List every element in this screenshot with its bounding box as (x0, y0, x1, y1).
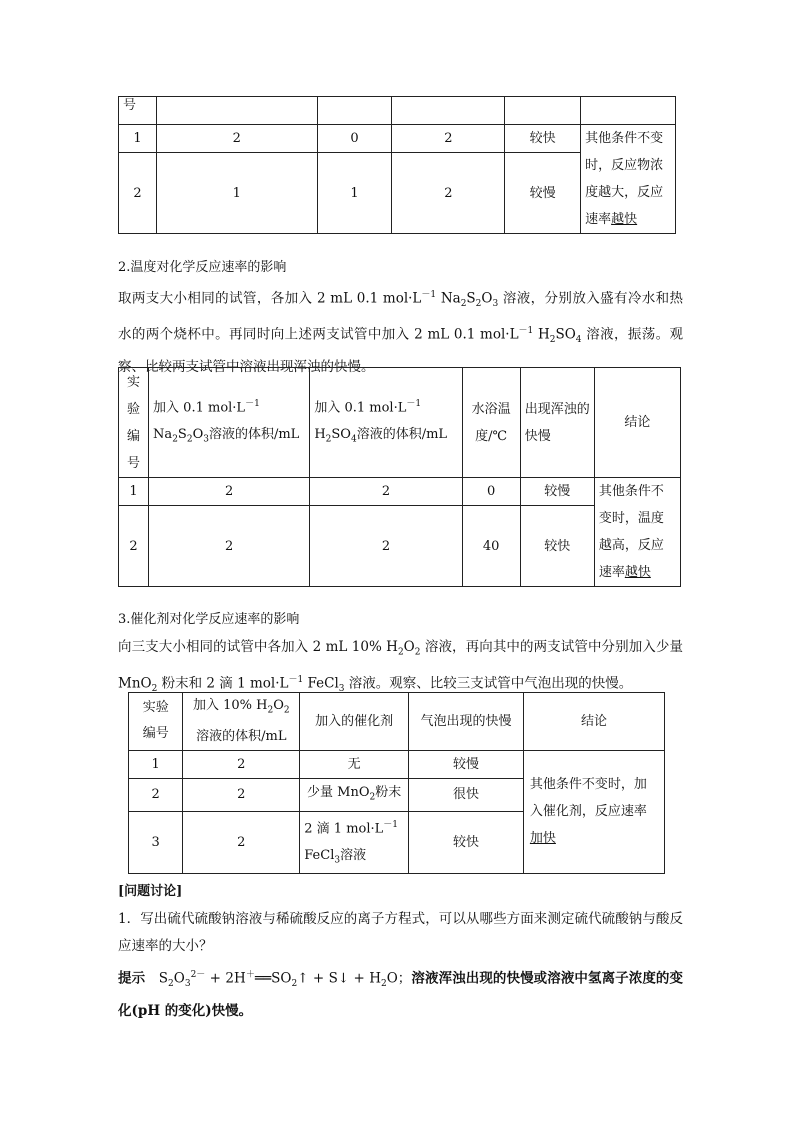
cell: 0 (317, 125, 392, 153)
table-header-row (129, 693, 665, 751)
cell: 1 (317, 153, 392, 234)
table-row (119, 97, 676, 125)
table-row: 1 2 2 0 较慢 其他条件不变时，温度越高，反应速率越快 (119, 478, 681, 506)
cell-speed: 较慢 (505, 153, 581, 234)
table-row: 1 2 无 较慢 其他条件不变时，加入催化剂，反应速率加快 (129, 750, 665, 778)
header-volume-na2s2o3: 加入 0.1 $mol\cdot L^{-1}$ $Na_2S_2O_3$溶液的体积/mL (149, 368, 310, 478)
section-paragraph: 取两支大小相同的试管，各加入 2 mL 0.1 $mol\cdot L^{-1}$ $Na_2S_2O_3$ 溶液，分别放入盛有冷水和热水的两个烧杯中。再同时向上述两支试管中加入 2 mL 0.1 $mol\cdot L^{-1}$ $H_2SO_4$ 溶液，振荡。观察、比较两支试管中溶液出现浑浊的快慢。 (118, 290, 683, 376)
header-id: 实验编号 (119, 368, 149, 478)
header-id: 实验编号 (129, 693, 183, 751)
cell-id: 1 (119, 125, 157, 153)
cell-id: 2 (119, 153, 157, 234)
header-volume: 加入 10% $H_2O_2$ 溶液的体积/mL (183, 693, 300, 751)
table-row: 2 2 2 40 较快 (119, 506, 681, 587)
concentration-table (118, 96, 676, 234)
question-1: 1．写出硫代硫酸钠溶液与稀硫酸反应的离子方程式，可以从哪些方面来测定硫代硫酸钠与酸反应速率的大小？ (118, 911, 683, 954)
section-paragraph: 向三支大小相同的试管中各加入 2 mL 10% $H_2O_2$ 溶液，再向其中的两支试管中分别加入少量 MnO$_2$ 粉末和 2 滴 1 $mol\cdot L^{-1}$ FeCl$_3$ 溶液。观察、比较三支试管中气泡出现的快慢。 (118, 639, 683, 694)
table-row: 2 2 少量 MnO$_2$粉末 很快 (129, 778, 665, 812)
header-conclusion: 结论 (523, 693, 664, 751)
table-header-row (119, 368, 681, 478)
section-title: 3.催化剂对化学反应速率的影响 (118, 612, 300, 627)
cell: 2 (156, 125, 317, 153)
table-row (119, 125, 676, 153)
header-volume-h2so4: 加入 0.1 $mol\cdot L^{-1}$ $H_2SO_4$溶液的体积/mL (310, 368, 462, 478)
conclusion-cell: 其他条件不变时，温度越高，反应速率越快 (594, 478, 680, 587)
header-speed: 出现浑浊的快慢 (520, 368, 594, 478)
cell-speed: 较快 (505, 125, 581, 153)
cell-catalyst: 少量 MnO$_2$粉末 (300, 778, 409, 812)
conclusion-cell: 其他条件不变时，反应物浓度越大，反应速率越快 (581, 125, 676, 234)
cell: 1 (156, 153, 317, 234)
header-catalyst: 加入的催化剂 (300, 693, 409, 751)
catalyst-table (128, 692, 665, 874)
section-title: 2.温度对化学反应速率的影响 (118, 260, 287, 275)
header-cell: 号 (119, 97, 157, 125)
hint-paragraph: 提示 $S_2O_3^{2-}$ + $2H^+══SO_2↑$ + S↓ + $H_2O$；溶液浑浊出现的快慢或溶液中氢离子浓度的变化(pH 的变化)快慢。 (118, 970, 684, 1020)
header-temperature: 水浴温度/℃ (462, 368, 520, 478)
cell: 2 (392, 153, 505, 234)
cell-catalyst: 2 滴 1 $mol\cdot L^{-1}$ FeCl$_3$溶液 (300, 812, 409, 874)
discussion-heading: [问题讨论] (118, 884, 183, 899)
temperature-table (118, 367, 681, 587)
header-conclusion: 结论 (594, 368, 680, 478)
conclusion-cell: 其他条件不变时，加入催化剂，反应速率加快 (523, 750, 664, 874)
cell: 2 (392, 125, 505, 153)
header-speed: 气泡出现的快慢 (409, 693, 524, 751)
table-row: 3 2 2 滴 1 $mol\cdot L^{-1}$ FeCl$_3$溶液 较快 (129, 812, 665, 874)
